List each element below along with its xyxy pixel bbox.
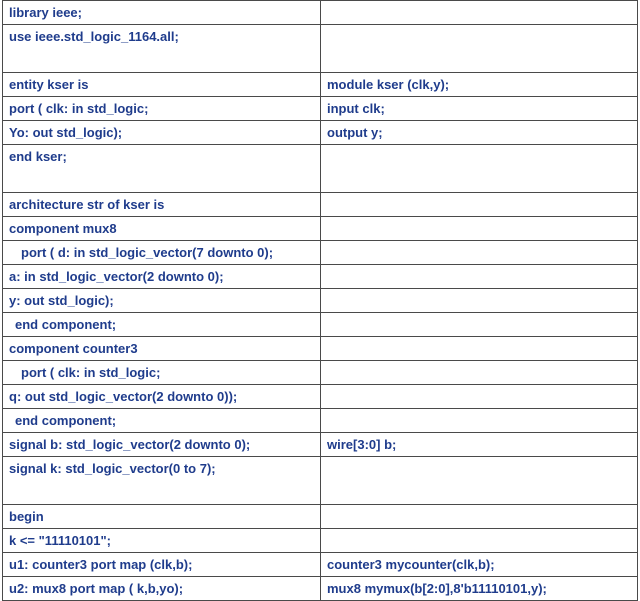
verilog-code-cell: counter3 mycounter(clk,b);: [321, 553, 638, 577]
verilog-code-cell: module kser (clk,y);: [321, 73, 638, 97]
vhdl-code-cell: architecture str of kser is: [3, 193, 321, 217]
code-row: [3, 217, 638, 241]
vhdl-code-cell: signal k: std_logic_vector(0 to 7);: [3, 457, 321, 505]
code-row: [3, 313, 638, 337]
vhdl-code-cell: a: in std_logic_vector(2 downto 0);: [3, 265, 321, 289]
code-row: [3, 361, 638, 385]
vhdl-code-cell: begin: [3, 505, 321, 529]
verilog-code-cell: [321, 361, 638, 385]
code-row: [3, 577, 638, 601]
code-row: [3, 73, 638, 97]
verilog-code-cell: [321, 1, 638, 25]
code-row: [3, 457, 638, 505]
vhdl-code-cell: end kser;: [3, 145, 321, 193]
verilog-code-cell: [321, 25, 638, 73]
vhdl-code-cell: end component;: [3, 409, 321, 433]
code-row: [3, 433, 638, 457]
code-table-body: [3, 1, 638, 601]
verilog-code-cell: [321, 409, 638, 433]
code-row: [3, 97, 638, 121]
vhdl-code-cell: Yo: out std_logic);: [3, 121, 321, 145]
verilog-code-cell: [321, 241, 638, 265]
code-row: [3, 265, 638, 289]
vhdl-code-cell: port ( d: in std_logic_vector(7 downto 0);: [3, 241, 321, 265]
code-row: [3, 409, 638, 433]
verilog-code-cell: [321, 505, 638, 529]
verilog-code-cell: [321, 337, 638, 361]
vhdl-code-cell: component counter3: [3, 337, 321, 361]
verilog-code-cell: mux8 mymux(b[2:0],8'b11110101,y);: [321, 577, 638, 601]
code-row: [3, 25, 638, 73]
vhdl-code-cell: u2: mux8 port map ( k,b,yo);: [3, 577, 321, 601]
vhdl-code-cell: k <= "11110101";: [3, 529, 321, 553]
vhdl-code-cell: port ( clk: in std_logic;: [3, 97, 321, 121]
code-row: [3, 337, 638, 361]
code-row: [3, 529, 638, 553]
vhdl-code-cell: y: out std_logic);: [3, 289, 321, 313]
verilog-code-cell: [321, 145, 638, 193]
vhdl-code-cell: use ieee.std_logic_1164.all;: [3, 25, 321, 73]
verilog-code-cell: [321, 385, 638, 409]
vhdl-code-cell: u1: counter3 port map (clk,b);: [3, 553, 321, 577]
vhdl-code-cell: entity kser is: [3, 73, 321, 97]
verilog-code-cell: [321, 529, 638, 553]
verilog-code-cell: [321, 313, 638, 337]
verilog-code-cell: [321, 289, 638, 313]
vhdl-code-cell: port ( clk: in std_logic;: [3, 361, 321, 385]
code-row: [3, 145, 638, 193]
verilog-code-cell: output y;: [321, 121, 638, 145]
vhdl-code-cell: signal b: std_logic_vector(2 downto 0);: [3, 433, 321, 457]
vhdl-code-cell: library ieee;: [3, 1, 321, 25]
code-comparison-table: [2, 0, 638, 601]
code-row: [3, 289, 638, 313]
code-row: [3, 553, 638, 577]
vhdl-code-cell: q: out std_logic_vector(2 downto 0));: [3, 385, 321, 409]
code-row: [3, 505, 638, 529]
verilog-code-cell: [321, 193, 638, 217]
verilog-code-cell: [321, 265, 638, 289]
code-row: [3, 385, 638, 409]
code-row: [3, 1, 638, 25]
code-row: [3, 241, 638, 265]
verilog-code-cell: wire[3:0] b;: [321, 433, 638, 457]
vhdl-code-cell: end component;: [3, 313, 321, 337]
code-row: [3, 193, 638, 217]
verilog-code-cell: [321, 217, 638, 241]
code-row: [3, 121, 638, 145]
vhdl-code-cell: component mux8: [3, 217, 321, 241]
verilog-code-cell: input clk;: [321, 97, 638, 121]
verilog-code-cell: [321, 457, 638, 505]
